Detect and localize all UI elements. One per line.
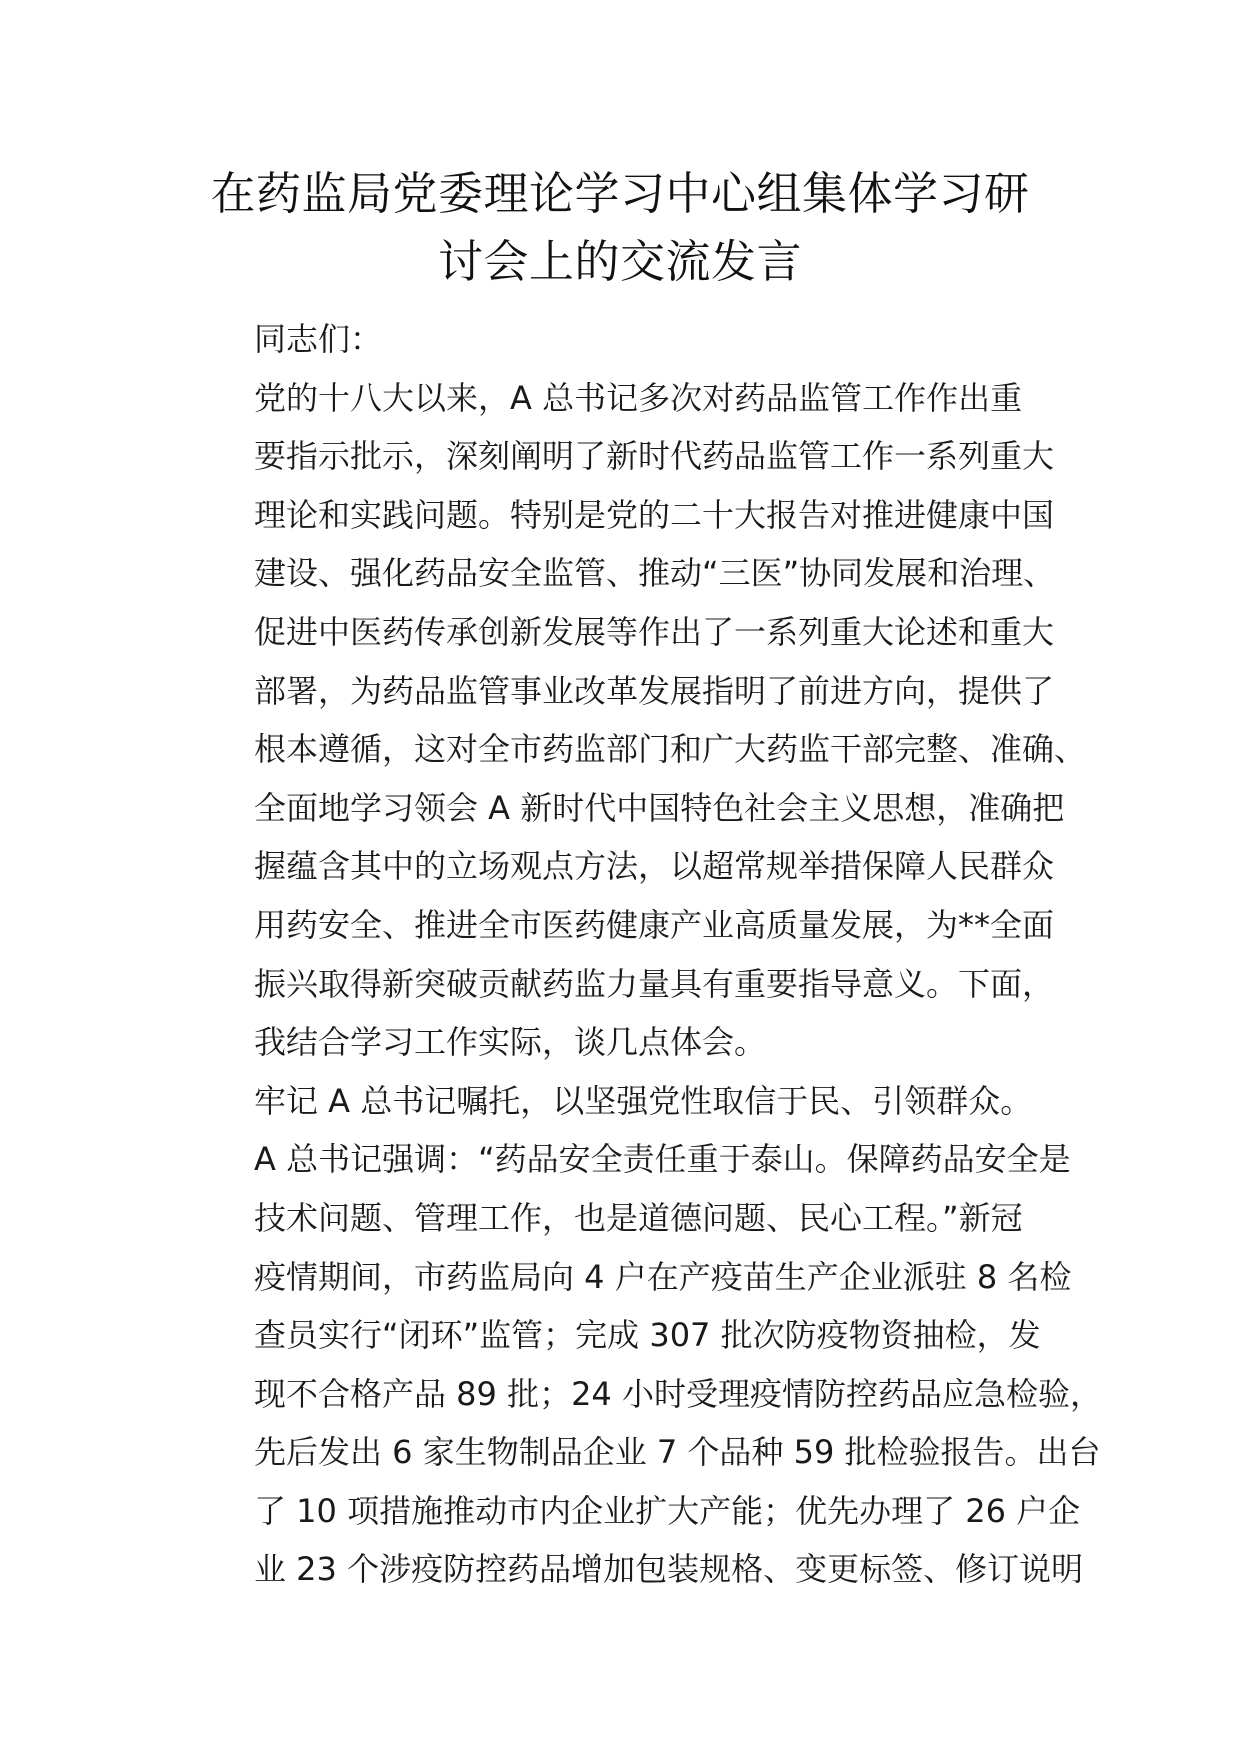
salutation: 同志们： (254, 320, 383, 358)
paragraph-line: 现不合格产品 89 批；24 小时受理疫情防控药品应急检验， (254, 1374, 1102, 1413)
paragraph-line: 促进中医药传承创新发展等作出了一系列重大论述和重大 (254, 612, 1055, 651)
paragraph-line: 握蕴含其中的立场观点方法，以超常规举措保障人民群众 (254, 847, 1055, 886)
paragraph-line: 疫情期间，市药监局向 4 户在产疫苗生产企业派驻 8 名检 (254, 1257, 1072, 1296)
paragraph-line: 部署，为药品监管事业改革发展指明了前进方向，提供了 (254, 671, 1055, 710)
paragraph-line: A 总书记强调：“药品安全责任重于泰山。保障药品安全是 (254, 1140, 1071, 1179)
paragraph-line: 建设、强化药品安全监管、推动“三医”协同发展和治理、 (254, 554, 1056, 593)
document-body (188, 310, 1102, 1599)
paragraph-line: 党的十八大以来，A 总书记多次对药品监管工作作出重 (254, 378, 1023, 417)
paragraph-line: 要指示批示，深刻阐明了新时代药品监管工作一系列重大 (254, 437, 1055, 476)
paragraph-line: 用药安全、推进全市医药健康产业高质量发展，为**全面 (254, 905, 1055, 944)
title-line: 在药监局党委理论学习中心组集体学习研 (210, 167, 1030, 220)
title-line: 讨会上的交流发言 (437, 235, 802, 288)
paragraph-line: 了 10 项措施推动市内企业扩大产能；优先办理了 26 户企 (254, 1491, 1081, 1530)
document-title (160, 160, 1080, 296)
paragraph-line: 业 23 个涉疫防控药品增加包装规格、变更标签、修订说明 (254, 1550, 1084, 1589)
paragraph-intro (188, 369, 1087, 1072)
paragraph-line: 理论和实践问题。特别是党的二十大报告对推进健康中国 (254, 495, 1055, 534)
paragraph-line: 技术问题、管理工作，也是道德问题、民心工程。”新冠 (254, 1198, 1023, 1237)
paragraph-line: 全面地学习领会 A 新时代中国特色社会主义思想，准确把 (254, 788, 1065, 827)
paragraph-line: 根本遵循，这对全市药监部门和广大药监干部完整、准确、 (254, 730, 1087, 769)
paragraph-line: 先后发出 6 家生物制品企业 7 个品种 59 批检验报告。出台 (254, 1433, 1101, 1472)
paragraph-line: 振兴取得新突破贡献药监力量具有重要指导意义。下面， (254, 964, 1055, 1003)
paragraph-line: 查员实行“闭环”监管；完成 307 批次防疫物资抽检，发 (254, 1316, 1041, 1355)
paragraph-point-one (188, 1072, 1102, 1599)
paragraph-line: 我结合学习工作实际，谈几点体会。 (254, 1023, 767, 1062)
paragraph-line: 牢记 A 总书记嘱托，以坚强党性取信于民、引领群众。 (254, 1081, 1033, 1120)
